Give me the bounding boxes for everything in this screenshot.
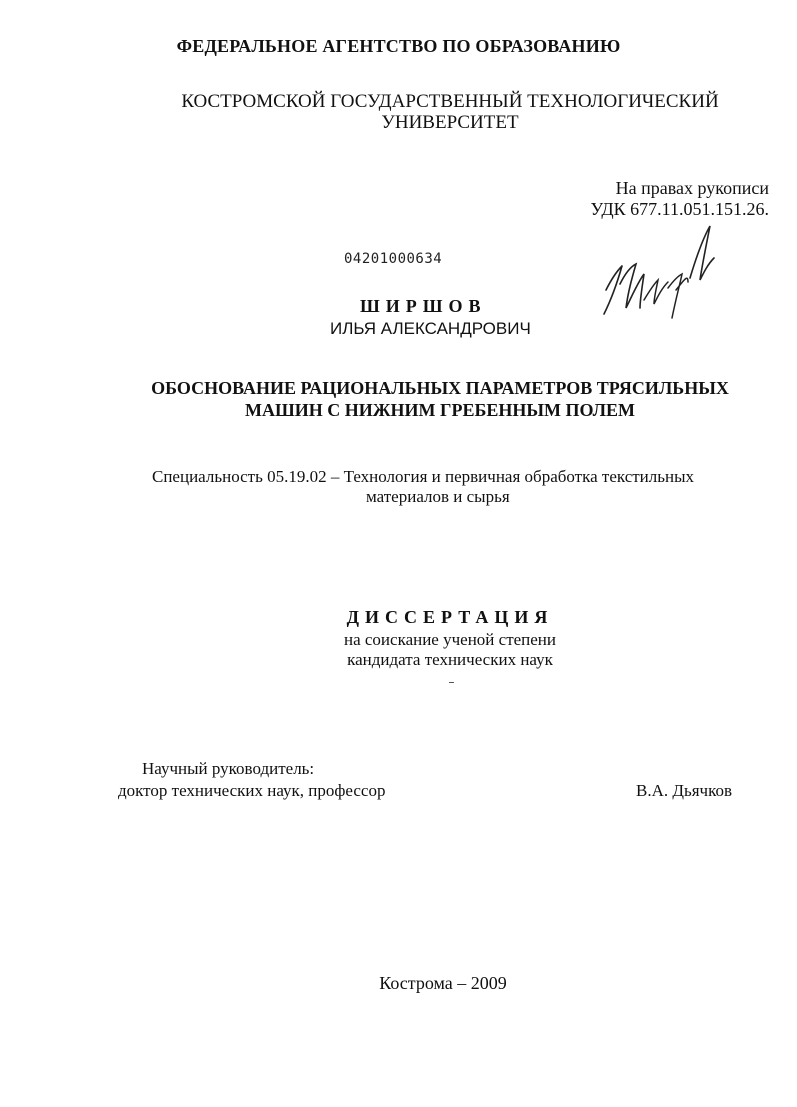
author-surname: ШИРШОВ [360, 296, 487, 316]
supervisor-title: доктор технических наук, профессор [118, 781, 386, 800]
degree-line-1: на соискание ученой степени [343, 630, 557, 649]
dissertation-label: ДИССЕРТАЦИЯ [346, 607, 554, 627]
degree-line-2: кандидата технических наук [347, 650, 553, 669]
thesis-title-line-2: МАШИН С НИЖНИМ ГРЕБЕННЫМ ПОЛЕМ [244, 400, 636, 420]
supervisor-label: Научный руководитель: [142, 759, 315, 778]
handwritten-signature [592, 218, 732, 328]
agency-name: ФЕДЕРАЛЬНОЕ АГЕНТСТВО ПО ОБРАЗОВАНИЮ [176, 36, 621, 56]
place-and-year: Кострома – 2009 [379, 973, 507, 993]
archive-code-stamp: 04201000634 [344, 251, 443, 267]
specialty-line-1: Специальность 05.19.02 – Технология и первичная обработка текстильных [152, 467, 695, 486]
specialty-line-2: материалов и сырья [366, 487, 510, 506]
university-name-line-2: УНИВЕРСИТЕТ [381, 112, 519, 133]
author-full-name: ИЛЬЯ АЛЕКСАНДРОВИЧ [330, 319, 531, 338]
university-name-line-1: КОСТРОМСКОЙ ГОСУДАРСТВЕННЫЙ ТЕХНОЛОГИЧЕСКИЙ [181, 91, 719, 112]
supervisor-name: В.А. Дьячков [636, 781, 733, 800]
scan-speck [449, 682, 454, 683]
manuscript-rights-label: На правах рукописи [615, 178, 769, 198]
udc-code: УДК 677.11.051.151.26. [590, 199, 769, 219]
thesis-title-line-1: ОБОСНОВАНИЕ РАЦИОНАЛЬНЫХ ПАРАМЕТРОВ ТРЯСИЛЬНЫХ [151, 378, 729, 398]
